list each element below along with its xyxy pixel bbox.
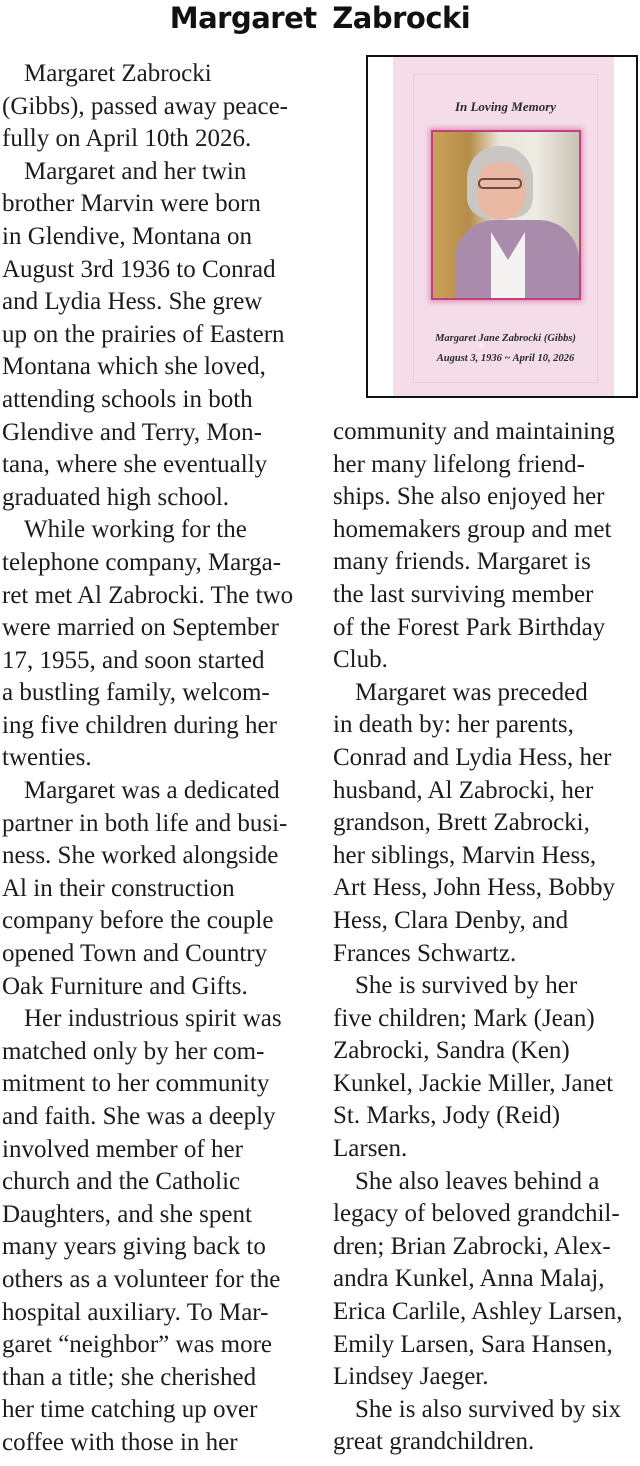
text-line: Hess, Clara Denby, and	[333, 906, 569, 934]
text-line: five children; Mark (Jean)	[333, 1004, 595, 1032]
text-line: Margaret was preceded	[355, 678, 588, 706]
text-line: husband, Al Zabrocki, her	[333, 776, 594, 804]
text-line: were married on September	[2, 614, 279, 642]
portrait-face	[477, 162, 525, 220]
memorial-card-inner-border	[413, 74, 598, 383]
text-line: Margaret was a dedicated	[24, 777, 280, 805]
text-line: community and maintaining	[333, 418, 615, 445]
text-line: Daughters, and she spent	[2, 1200, 252, 1228]
text-line: and Lydia Hess. She grew	[2, 288, 263, 316]
text-line: ret met Al Zabrocki. The two	[2, 581, 294, 609]
text-line: hospital auxiliary. To Mar-	[2, 1298, 269, 1326]
text-line: garet “neighbor” was more	[2, 1331, 273, 1359]
portrait-glasses	[478, 178, 522, 189]
text-line: While working for the	[24, 516, 247, 544]
text-line: August 3rd 1936 to Conrad	[2, 255, 276, 283]
text-line: Emily Larsen, Sara Hansen,	[333, 1330, 613, 1358]
obituary-right-column	[333, 416, 640, 1459]
text-line: tana, where she eventually	[2, 451, 268, 479]
text-line: ing five children during her	[2, 711, 277, 739]
text-line: Her industrious spirit was	[24, 1005, 282, 1033]
text-line: Larsen.	[333, 1135, 408, 1163]
memorial-card-heading: In Loving Memory	[454, 99, 557, 114]
text-line: ness. She worked alongside	[2, 842, 279, 870]
text-line: telephone company, Marga-	[2, 548, 282, 576]
text-line: Glendive and Terry, Mon-	[2, 418, 262, 446]
text-line: Margaret Zabrocki	[24, 60, 212, 87]
text-line: She is survived by her	[355, 972, 578, 1000]
text-line: homemakers group and met	[333, 515, 612, 543]
text-line: the last surviving member	[333, 580, 594, 608]
text-line: others as a volunteer for the	[2, 1265, 281, 1293]
memorial-card-dates: August 3, 1936 ~ April 10, 2026	[436, 353, 575, 364]
text-line: Club.	[333, 646, 388, 674]
text-line: Al in their construction	[2, 874, 235, 902]
text-line: Margaret and her twin	[24, 157, 247, 185]
text-line: her time catching up over	[2, 1396, 258, 1424]
text-line: Zabrocki, Sandra (Ken)	[333, 1037, 570, 1065]
text-line: grandson, Brett Zabrocki,	[333, 809, 590, 837]
text-line: twenties.	[2, 744, 92, 772]
text-line: up on the prairies of Eastern	[2, 320, 285, 348]
text-line: than a title; she cherished	[2, 1363, 257, 1391]
text-line: Lindsey Jaeger.	[333, 1363, 489, 1391]
text-line: great grandchildren.	[333, 1428, 535, 1456]
text-line: Frances Schwartz.	[333, 939, 517, 967]
text-line: attending schools in both	[2, 385, 253, 413]
text-line: Art Hess, John Hess, Bobby	[333, 874, 615, 902]
text-line: ships. She also enjoyed her	[333, 483, 605, 511]
text-line: in death by: her parents,	[333, 711, 574, 739]
text-line: Erica Carlile, Ashley Larsen,	[333, 1298, 623, 1326]
text-line: company before the couple	[2, 907, 274, 935]
text-line: Oak Furniture and Gifts.	[2, 972, 248, 1000]
text-line: dren; Brian Zabrocki, Alex-	[333, 1232, 611, 1260]
text-line: in Glendive, Montana on	[2, 222, 252, 250]
text-line: matched only by her com-	[2, 1037, 265, 1065]
text-line: mitment to her community	[2, 1070, 270, 1098]
text-line: brother Marvin were born	[2, 190, 261, 218]
text-line: She also leaves behind a	[355, 1167, 600, 1195]
text-line: of the Forest Park Birthday	[333, 613, 606, 641]
obituary-left-column	[2, 58, 322, 1460]
text-line: Kunkel, Jackie Miller, Janet	[333, 1069, 614, 1097]
text-line: (Gibbs), passed away peace-	[2, 92, 288, 120]
text-line: legacy of beloved grandchil-	[333, 1200, 620, 1228]
text-line: involved member of her	[2, 1135, 243, 1163]
text-line: graduated high school.	[2, 483, 230, 511]
memorial-card	[393, 57, 614, 396]
text-line: Montana which she loved,	[2, 353, 266, 381]
text-line: fully on April 10th 2026.	[2, 125, 252, 153]
text-line: She is also survived by six	[355, 1395, 621, 1423]
obituary-title: Margaret Zabrocki	[169, 1, 471, 35]
portrait-photo	[431, 130, 581, 300]
memorial-card-name: Margaret Jane Zabrocki (Gibbs)	[435, 333, 576, 344]
text-line: many years giving back to	[2, 1233, 266, 1261]
memorial-card-frame	[366, 55, 638, 398]
text-line: and faith. She was a deeply	[2, 1103, 276, 1130]
text-line: Conrad and Lydia Hess, her	[333, 743, 612, 771]
text-line: partner in both life and busi-	[2, 809, 288, 837]
text-line: andra Kunkel, Anna Malaj,	[333, 1265, 605, 1293]
text-line: St. Marks, Jody (Reid)	[333, 1102, 561, 1130]
text-line: opened Town and Country	[2, 940, 268, 968]
text-line: many friends. Margaret is	[333, 548, 591, 576]
text-line: coffee with those in her	[2, 1428, 238, 1456]
text-line: a bustling family, welcom-	[2, 679, 270, 707]
text-line: her many lifelong friend-	[333, 450, 585, 478]
text-line: church and the Catholic	[2, 1168, 241, 1196]
text-line: 17, 1955, and soon started	[2, 646, 265, 674]
text-line: her siblings, Marvin Hess,	[333, 841, 597, 869]
